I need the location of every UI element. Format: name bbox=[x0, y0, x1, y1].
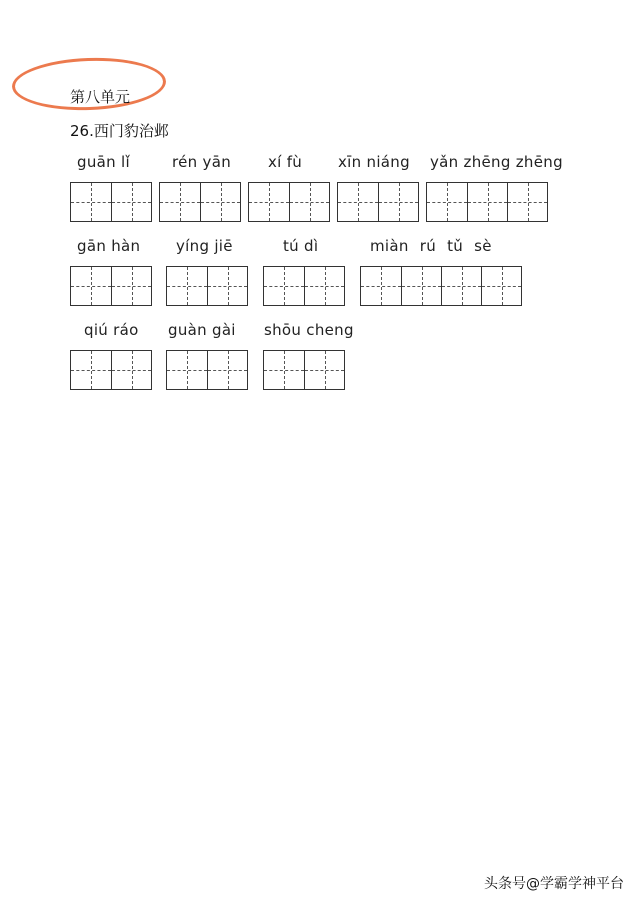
writing-grid[interactable] bbox=[70, 182, 152, 222]
writing-cell[interactable] bbox=[111, 183, 151, 221]
writing-cell[interactable] bbox=[71, 351, 111, 389]
writing-cell[interactable] bbox=[304, 267, 344, 305]
writing-cell[interactable] bbox=[378, 183, 418, 221]
writing-grid[interactable] bbox=[337, 182, 419, 222]
writing-grid[interactable] bbox=[166, 350, 248, 390]
pinyin-label: xīn niáng bbox=[338, 153, 410, 171]
pinyin-label: miàn rú tǔ sè bbox=[370, 237, 492, 255]
writing-cell[interactable] bbox=[167, 351, 207, 389]
writing-cell[interactable] bbox=[207, 351, 247, 389]
writing-cell[interactable] bbox=[264, 351, 304, 389]
lesson-title: 26.西门豹治邺 bbox=[70, 122, 169, 140]
pinyin-label: guān lǐ bbox=[77, 153, 130, 171]
pinyin-label: xí fù bbox=[268, 153, 303, 171]
writing-cell[interactable] bbox=[160, 183, 200, 221]
writing-cell[interactable] bbox=[507, 183, 547, 221]
writing-grid[interactable] bbox=[263, 350, 345, 390]
writing-grid[interactable] bbox=[263, 266, 345, 306]
writing-cell[interactable] bbox=[264, 267, 304, 305]
writing-cell[interactable] bbox=[207, 267, 247, 305]
writing-cell[interactable] bbox=[338, 183, 378, 221]
writing-grid[interactable] bbox=[426, 182, 548, 222]
writing-cell[interactable] bbox=[111, 351, 151, 389]
writing-grid[interactable] bbox=[360, 266, 522, 306]
pinyin-label: rén yān bbox=[172, 153, 232, 171]
writing-cell[interactable] bbox=[111, 267, 151, 305]
writing-cell[interactable] bbox=[200, 183, 240, 221]
watermark-text: 头条号@学霸学神平台 bbox=[484, 876, 624, 892]
writing-grid[interactable] bbox=[70, 350, 152, 390]
pinyin-label: shōu cheng bbox=[264, 321, 354, 339]
writing-cell[interactable] bbox=[481, 267, 521, 305]
writing-grid[interactable] bbox=[248, 182, 330, 222]
writing-cell[interactable] bbox=[441, 267, 481, 305]
writing-grid[interactable] bbox=[159, 182, 241, 222]
pinyin-label: tú dì bbox=[283, 237, 319, 255]
pinyin-label: gān hàn bbox=[77, 237, 141, 255]
writing-cell[interactable] bbox=[289, 183, 329, 221]
writing-cell[interactable] bbox=[249, 183, 289, 221]
writing-cell[interactable] bbox=[467, 183, 507, 221]
pinyin-label: yíng jiē bbox=[176, 237, 233, 255]
writing-cell[interactable] bbox=[427, 183, 467, 221]
pinyin-label: qiú ráo bbox=[84, 321, 139, 339]
writing-cell[interactable] bbox=[361, 267, 401, 305]
writing-cell[interactable] bbox=[401, 267, 441, 305]
writing-cell[interactable] bbox=[71, 183, 111, 221]
writing-cell[interactable] bbox=[71, 267, 111, 305]
writing-grid[interactable] bbox=[70, 266, 152, 306]
writing-cell[interactable] bbox=[304, 351, 344, 389]
writing-cell[interactable] bbox=[167, 267, 207, 305]
pinyin-label: yǎn zhēng zhēng bbox=[430, 153, 563, 171]
unit-title: 第八单元 bbox=[70, 88, 131, 106]
pinyin-label: guàn gài bbox=[168, 321, 236, 339]
writing-grid[interactable] bbox=[166, 266, 248, 306]
